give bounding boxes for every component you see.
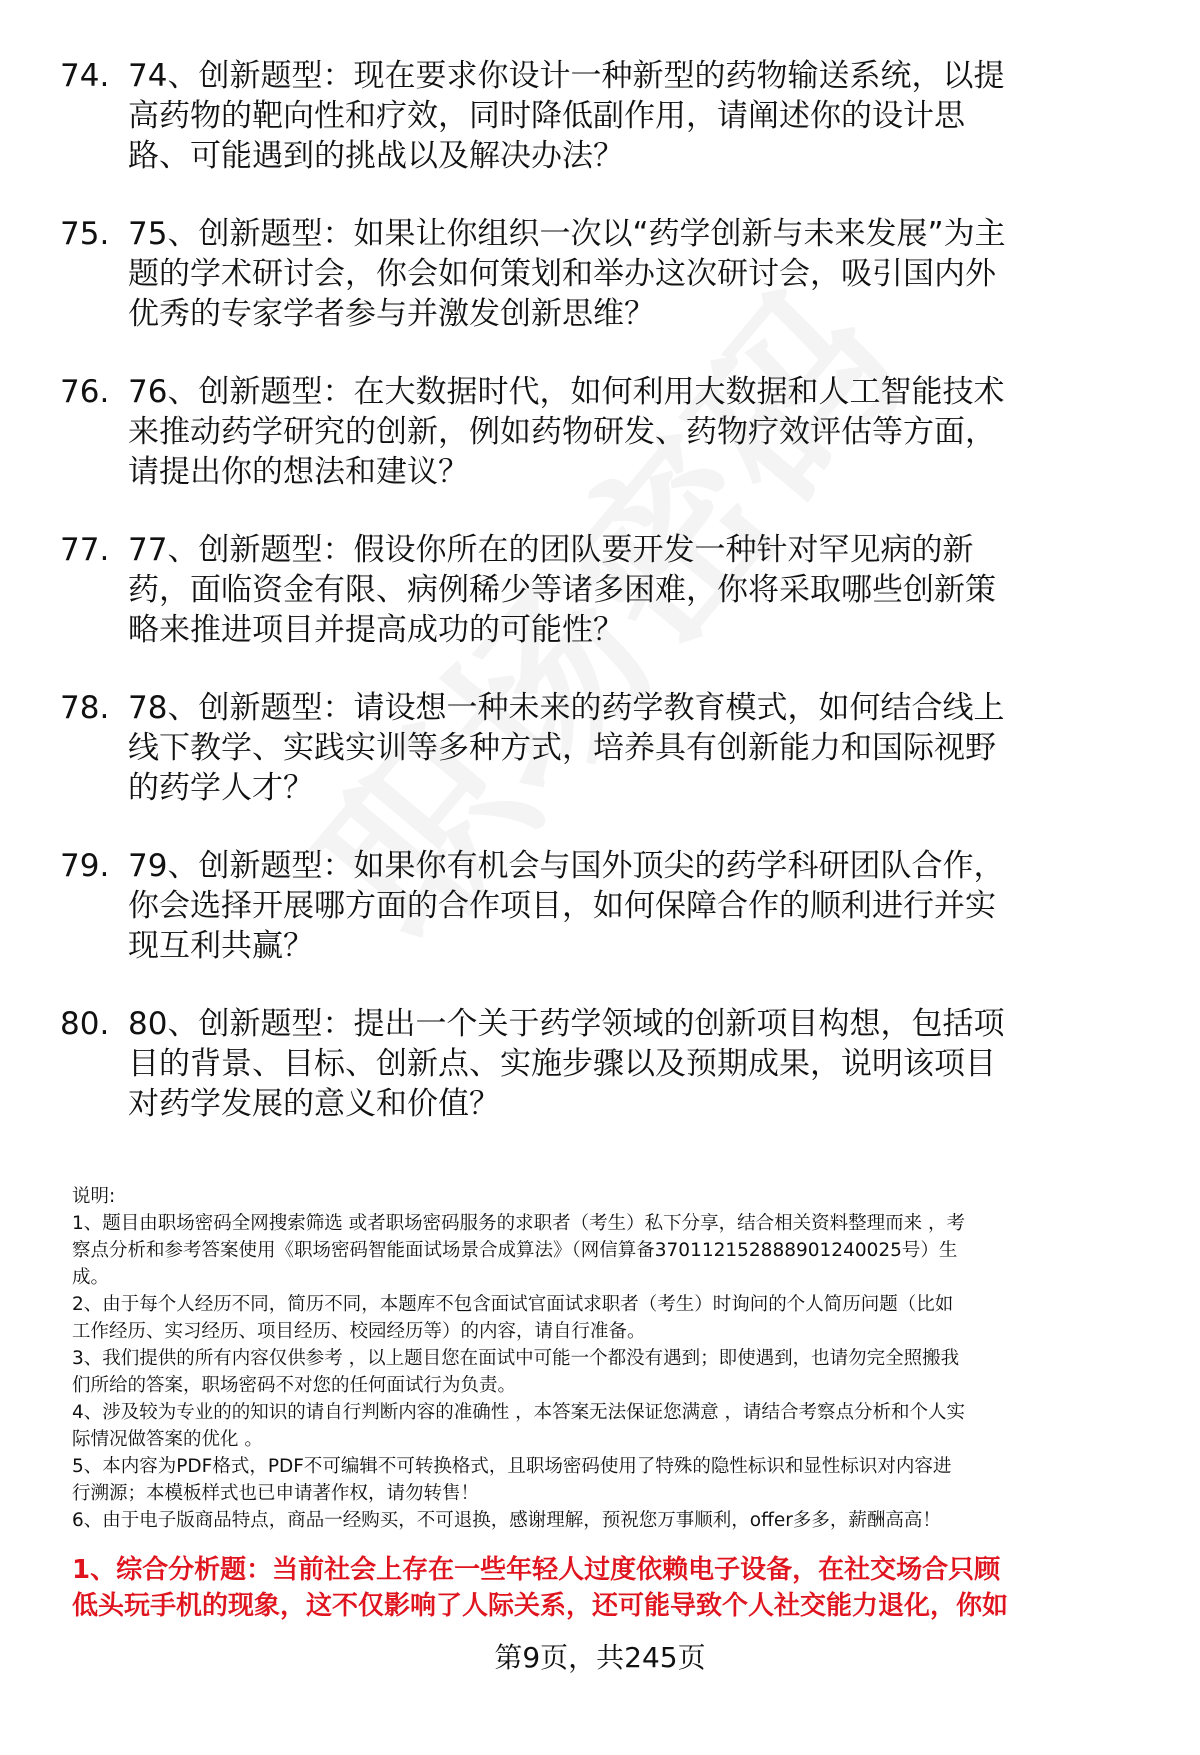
text-line: 80、创新题型：提出一个关于药学领域的创新项目构想，包括项 (128, 1006, 1005, 1042)
note-line: 5、本内容为PDF格式，PDF不可编辑不可转换格式，且职场密码使用了特殊的隐性标识和显性标识对内容进 (72, 1456, 952, 1477)
text-line: 76、创新题型：在大数据时代，如何利用大数据和人工智能技术 (128, 374, 1005, 410)
note-line: 察点分析和参考答案使用《职场密码智能面试场景合成算法》（网信算备370112152888901240025号）生 (72, 1240, 958, 1261)
question-item (60, 846, 1140, 966)
text-line: 的药学人才？ (128, 770, 314, 806)
question-number: 80. (60, 1006, 110, 1042)
question-item (60, 372, 1140, 492)
note-line: 4、涉及较为专业的的知识的请自行判断内容的准确性 ，本答案无法保证您满意 ，请结合考察点分析和个人实 (72, 1402, 966, 1423)
text-line: 对药学发展的意义和价值？ (128, 1086, 500, 1122)
note-line: 们所给的答案，职场密码不对您的任何面试行为负责。 (72, 1375, 517, 1396)
note-line: 2、由于每个人经历不同，简历不同，本题库不包含面试官面试求职者（考生）时询问的个人简历问题（比如 (72, 1294, 954, 1315)
text-line: 来推动药学研究的创新，例如药物研发、药物疗效评估等方面， (128, 414, 996, 450)
text-line: 药，面临资金有限、病例稀少等诸多困难，你将采取哪些创新策 (128, 572, 996, 608)
question-text (128, 1004, 1140, 1124)
note-line: 际情况做答案的优化 。 (72, 1429, 263, 1450)
text-line: 74、创新题型：现在要求你设计一种新型的药物输送系统，以提 (128, 58, 1005, 94)
notes-title: 说明: (72, 1186, 116, 1207)
text-line: 你会选择开展哪方面的合作项目，如何保障合作的顺利进行并实 (128, 888, 996, 924)
question-number: 75. (60, 216, 110, 252)
note-line: 3、我们提供的所有内容仅供参考 ，以上题目您在面试中可能一个都没有遇到；即使遇到，也请勿完全照搬我 (72, 1348, 960, 1369)
note-line: 成。 (72, 1267, 110, 1288)
question-item (60, 530, 1140, 650)
question-item (60, 688, 1140, 808)
next-question-heading (72, 1552, 1008, 1624)
question-number: 77. (60, 532, 110, 568)
text-line: 78、创新题型：请设想一种未来的药学教育模式，如何结合线上 (128, 690, 1005, 726)
text-line: 略来推进项目并提高成功的可能性？ (128, 612, 624, 648)
question-number: 78. (60, 690, 110, 726)
note-line: 工作经历、实习经历、项目经历、校园经历等）的内容，请自行准备。 (72, 1321, 646, 1342)
text-line: 请提出你的想法和建议？ (128, 454, 469, 490)
text-line: 优秀的专家学者参与并激发创新思维？ (128, 296, 655, 332)
question-number: 74. (60, 58, 110, 94)
text-line: 79、创新题型：如果你有机会与国外顶尖的药学科研团队合作， (128, 848, 1005, 884)
page-number: 第9页，共245页 (494, 1641, 706, 1674)
question-text (128, 56, 1140, 176)
question-item (60, 1004, 1140, 1124)
heading-line: 1、综合分析题：当前社会上存在一些年轻人过度依赖电子设备，在社交场合只顾 (72, 1555, 1001, 1585)
text-line: 75、创新题型：如果让你组织一次以“药学创新与未来发展”为主 (128, 216, 1006, 252)
heading-line: 低头玩手机的现象，这不仅影响了人际关系，还可能导致个人社交能力退化，你如 (72, 1591, 1009, 1621)
question-item (60, 214, 1140, 334)
text-line: 高药物的靶向性和疗效，同时降低副作用，请阐述你的设计思 (128, 98, 965, 134)
question-text (128, 530, 1140, 650)
text-line: 目的背景、目标、创新点、实施步骤以及预期成果，说明该项目 (128, 1046, 996, 1082)
text-line: 现互利共赢？ (128, 928, 314, 964)
question-number: 76. (60, 374, 110, 410)
notes-section (72, 1183, 1152, 1534)
question-number: 79. (60, 848, 110, 884)
question-text (128, 846, 1140, 966)
note-line: 行溯源；本模板样式也已申请著作权，请勿转售！ (72, 1483, 480, 1504)
question-text (128, 688, 1140, 808)
text-line: 77、创新题型：假设你所在的团队要开发一种针对罕见病的新 (128, 532, 974, 568)
question-text (128, 372, 1140, 492)
question-item (60, 56, 1140, 176)
note-line: 1、题目由职场密码全网搜索筛选 或者职场密码服务的求职者（考生）私下分享，结合相关资料整理而来 ，考 (72, 1213, 966, 1234)
note-line: 6、由于电子版商品特点，商品一经购买，不可退换，感谢理解，预祝您万事顺利，offer多多，薪酬高高！ (72, 1510, 941, 1531)
text-line: 题的学术研讨会，你会如何策划和举办这次研讨会，吸引国内外 (128, 256, 996, 292)
text-line: 线下教学、实践实训等多种方式，培养具有创新能力和国际视野 (128, 730, 996, 766)
text-line: 路、可能遇到的挑战以及解决办法？ (128, 138, 624, 174)
question-list (60, 56, 1140, 1162)
question-text (128, 214, 1140, 334)
